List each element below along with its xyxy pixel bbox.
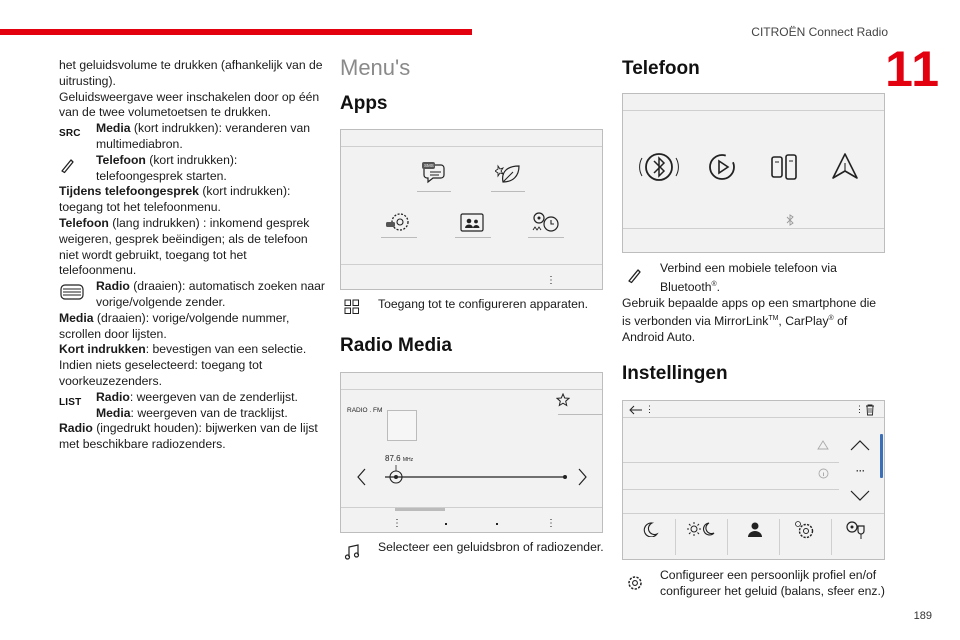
running-header: CITROËN Connect Radio [751,25,888,39]
previous-station-icon [358,469,365,485]
dot [496,523,498,525]
scroll-down-icon[interactable] [849,489,871,503]
more-icon[interactable]: ⋮ [855,404,864,415]
contacts-icon[interactable] [459,212,485,234]
night-mode-icon[interactable] [641,521,659,537]
list-row: LIST Radio: weergeven van de zenderlijst. Media: weergeven van de tracklijst. [59,389,298,420]
grid-icon [344,299,360,320]
apps-heading: Apps [340,93,388,114]
fan-clock-icon[interactable] [531,210,561,236]
gear-icon [626,574,644,597]
dot [445,523,447,525]
settings-screen [622,400,885,560]
trash-icon[interactable] [865,404,875,416]
mirrorlink-icon[interactable] [768,152,800,182]
tab-indicator [395,508,445,511]
android-auto-icon[interactable] [829,151,861,183]
source-label: RADIO . FM [347,406,383,414]
paragraph: het geluidsvolume te drukken (afhankelijk van de uitrusting). [59,58,323,88]
telephone-screen [622,93,885,253]
more-icon[interactable]: ⋮ [392,517,402,529]
middle-column [340,55,605,556]
src-key-icon: SRC [59,128,81,140]
album-art-placeholder [387,410,417,441]
carplay-icon[interactable] [707,152,737,182]
radio-caption: Selecteer een geluidsbron of radiozender. [340,540,605,556]
audio-settings-icon[interactable] [845,520,867,540]
day-night-icon[interactable] [686,521,716,537]
phone-icon [626,267,644,290]
frequency-slider[interactable] [355,465,589,489]
instellingen-heading: Instellingen [622,363,728,385]
radio-media-heading: Radio Media [340,334,452,356]
phone-icon [59,156,91,176]
radio-row: Radio (draaien): automatisch zoeken naar vorige/volgende zender. [59,279,325,311]
paragraph: Geluidsweergave weer inschakelen door op één van de twee volumetoetsen te drukken. [59,89,320,120]
list-key-icon: LIST [59,396,82,408]
back-arrow-icon[interactable] [629,405,643,415]
scrollbar[interactable] [880,434,883,478]
telefoon-heading: Telefoon [622,58,700,79]
bluetooth-icon[interactable] [639,150,679,184]
settings-caption: Configureer een persoonlijk profiel en/of configureer het geluid (balans, sfeer enz.) [622,568,887,600]
more-icon[interactable]: ⋮ [645,404,654,415]
settings-dial-icon[interactable] [385,210,413,234]
paragraph: Kort indrukken: bevestigen van een selectie. Indien niets geselecteerd: toegang tot voorkeuzezenders. [59,342,307,388]
paragraph: Media (draaien): vorige/volgende nummer, scrollen door lijsten. [59,310,290,341]
telephone-body: Gebruik bepaalde apps op een smartphone die is verbonden via MirrorLink™, CarPlay® of Android Auto. [622,295,877,345]
menus-heading: Menu's [340,55,411,80]
apps-screen [340,129,603,290]
paragraph: Tijdens telefoongesprek (kort indrukken): toegang tot het telefoonmenu. [59,184,291,215]
more-icon[interactable]: ⋮ [546,517,556,529]
music-note-icon [344,544,360,565]
favorite-star-icon[interactable] [556,393,570,407]
scroll-up-icon[interactable] [849,438,871,452]
chapter-number: 11 [885,41,940,97]
profile-icon[interactable] [745,521,763,537]
leaf-icon[interactable] [495,162,523,186]
chapter-accent-bar [0,29,472,35]
radio-screen [340,372,603,533]
right-column [622,55,887,600]
paragraph: Radio (ingedrukt houden): bijwerken van de lijst met beschikbare radiozenders. [59,421,318,452]
more-icon[interactable]: ⋮ [546,275,556,286]
sms-badge: SMS [424,163,434,168]
more-dots[interactable]: ··· [856,466,865,477]
telephone-caption: Verbind een mobiele telefoon via Bluetooth®. [622,261,887,296]
bluetooth-status-icon [786,214,794,226]
frequency-value: 87.6 [385,453,401,463]
phone-row: Telefoon (kort indrukken): telefoongesprek starten. [59,153,325,185]
info-icon [818,468,829,479]
warning-icon [817,440,829,450]
settings-gear-icon[interactable] [794,520,816,540]
next-station-icon [579,469,586,485]
paragraph: Telefoon (lang indrukken) : inkomend gesprek weigeren, gesprek beëindigen; als de telefoon niet wordt gebruikt, toegang tot het telefoonmenu. [59,215,310,278]
left-column [59,58,325,453]
frequency-unit: MHz [402,456,414,463]
dial-icon [59,282,91,302]
page-number: 189 [913,610,932,622]
src-row: SRC Media (kort indrukken): veranderen van multimediabron. [59,121,311,151]
apps-caption: Toegang tot te configureren apparaten. [340,297,605,313]
